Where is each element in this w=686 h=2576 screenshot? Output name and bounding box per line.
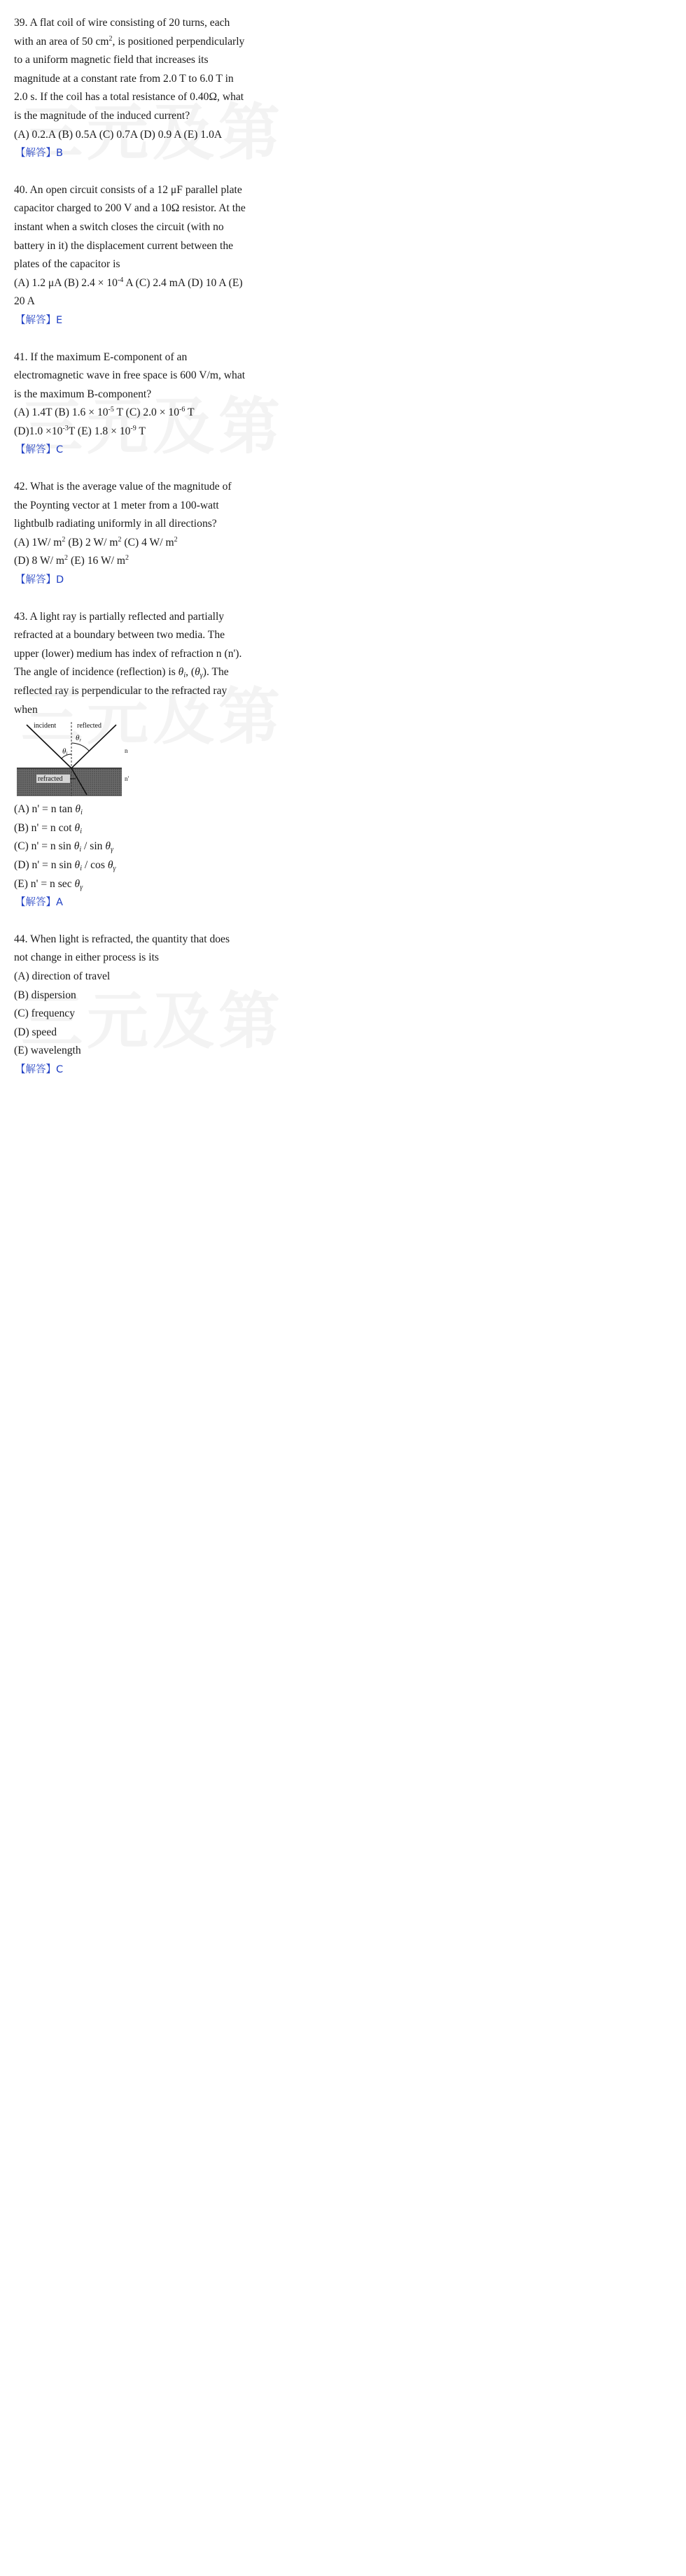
options-line: (A) 1.2 μA (B) $2.4 \times 10^{-4}$ A (C) 2.4 mA (D) 10 A (E) <box>14 276 243 289</box>
question-42 <box>14 478 279 590</box>
question-text-line: 42. What is the average value of the magnitude of <box>14 481 232 493</box>
question-44 <box>14 930 279 1080</box>
options-line: $(D)1.0 \times 10^{-3}T$ (E) $1.8 \times 10^{-9}$ T <box>14 424 146 437</box>
question-39 <box>14 14 279 163</box>
question-text-line: capacitor charged to 200 V and a 10Ω resistor. At the <box>14 202 246 215</box>
answer-label: 【解答】B <box>15 148 63 160</box>
answer-label: 【解答】D <box>15 574 64 586</box>
theta-r-label: θr <box>76 734 82 744</box>
question-text-line: refracted at a boundary between two media. The <box>14 629 225 642</box>
refracted-label: refracted <box>38 775 63 784</box>
question-text-line: upper (lower) medium has index of refraction n (n'). <box>14 647 242 660</box>
option-c: (C) n' = n $\sin \theta_i$ / $\sin \theta_\gamma$ <box>14 840 113 854</box>
question-text-line: lightbulb radiating uniformly in all directions? <box>14 518 217 530</box>
question-text-line: not change in either process is its <box>14 951 159 964</box>
question-text-line: battery in it) the displacement current between the <box>14 239 234 252</box>
question-text-line: 44. When light is refracted, the quantity that does <box>14 933 230 945</box>
option-e: (E) wavelength <box>14 1045 81 1057</box>
options-line: (A) 1W/ $m^2$ (B) 2 W/ $m^2$ (C) 4 W/ $m^2$ <box>14 535 178 549</box>
question-text-line: with an area of 50 $cm^2$, is positioned perpendicularly <box>14 34 245 48</box>
refraction-diagram <box>14 721 140 798</box>
n-label: n <box>125 747 128 755</box>
question-40 <box>14 181 279 330</box>
question-text-line: is the maximum B-component? <box>14 388 152 400</box>
question-text-line: magnitude at a constant rate from 2.0 T to 6.0 T in <box>14 72 234 85</box>
option-c: (C) frequency <box>14 1007 76 1020</box>
options-line: (A) 1.4T (B) $1.6 \times 10^{-5}$ T (C) $2.0 \times 10^{-6}$ T <box>14 406 195 419</box>
question-text-line: 2.0 s. If the coil has a total resistance of 0.40Ω, what <box>14 91 244 104</box>
option-a: (A) direction of travel <box>14 970 111 982</box>
reflected-ray <box>71 725 116 768</box>
question-41 <box>14 348 279 460</box>
option-a: (A) n' = n $\tan \theta_i$ <box>14 803 83 817</box>
question-text-line: plates of the capacitor is <box>14 258 120 271</box>
answer-label: 【解答】C <box>15 444 64 456</box>
answer-label: 【解答】C <box>15 1063 64 1075</box>
answer-label: 【解答】E <box>15 314 63 326</box>
question-text-line: to a uniform magnetic field that increases its <box>14 54 209 66</box>
option-d: (D) n' = n $\sin \theta_i$ / $\cos \theta_\gamma$ <box>14 858 116 872</box>
question-text-line: The angle of incidence (reflection) is $\theta_i$, $(\theta_\gamma)$. The <box>14 666 229 680</box>
question-text-line: 43. A light ray is partially reflected and partially <box>14 610 225 623</box>
document-page <box>14 14 279 1080</box>
question-text-line: 40. An open circuit consists of a 12 μF parallel plate <box>14 183 242 196</box>
question-text-line: reflected ray is perpendicular to the refracted ray <box>14 685 227 697</box>
answer-label: 【解答】A <box>15 897 63 909</box>
question-text-line: instant when a switch closes the circuit (with no <box>14 220 224 233</box>
question-text-line: 39. A flat coil of wire consisting of 20 turns, each <box>14 17 230 29</box>
options-line: (D) 8 W/ $m^2$ (E) 16 W/ $m^2$ <box>14 554 130 567</box>
question-text-line: when <box>14 703 38 716</box>
option-d: (D) speed <box>14 1026 57 1038</box>
option-b: (B) n' = n $\cot \theta_i$ <box>14 821 82 835</box>
question-43 <box>14 608 279 912</box>
question-text-line: 41. If the maximum E-component of an <box>14 351 188 363</box>
question-text-line: electromagnetic wave in free space is 600 V/m, what <box>14 369 246 382</box>
angle-arc-reflected <box>71 743 89 751</box>
incident-label: incident <box>34 722 57 730</box>
question-text-line: is the magnitude of the induced current? <box>14 109 190 122</box>
incident-ray <box>27 725 71 768</box>
theta-i-label: θi <box>62 747 68 757</box>
question-text-line: the Poynting vector at 1 meter from a 100-watt <box>14 499 219 511</box>
options-line: 20 A <box>14 295 35 308</box>
option-b: (B) dispersion <box>14 989 76 1001</box>
options-line: (A) 0.2.A (B) 0.5A (C) 0.7A (D) 0.9 A (E) 1.0A <box>14 128 223 141</box>
reflected-label: reflected <box>77 722 102 730</box>
n-prime-label: n' <box>125 775 130 783</box>
option-e: (E) n' = n $\sec \theta_\gamma$ <box>14 877 83 891</box>
